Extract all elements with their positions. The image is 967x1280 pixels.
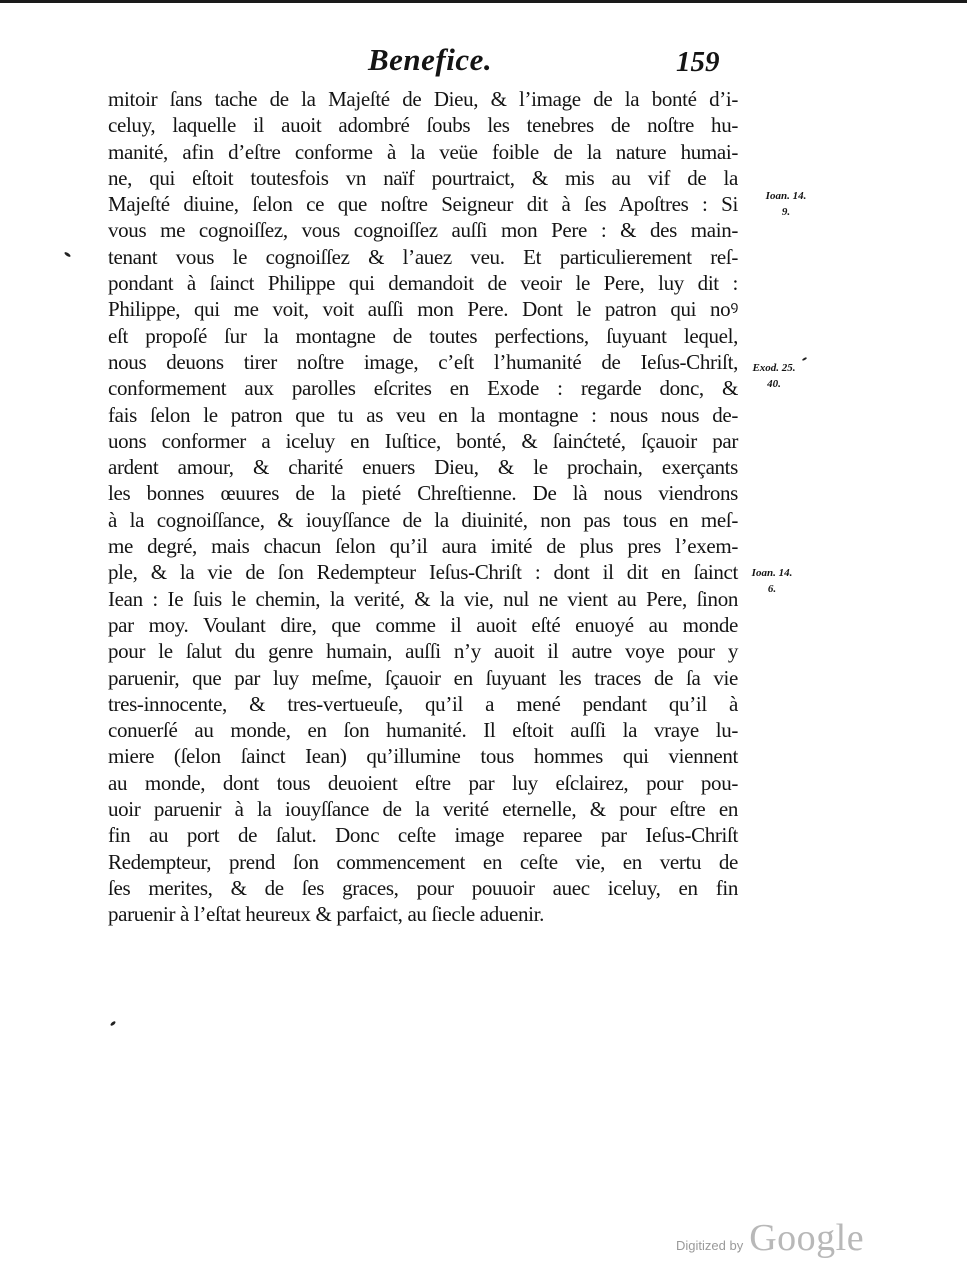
text-line: uoir paruenir à la iouyſſance de la verité eternelle, & pour eſtre en <box>108 797 738 822</box>
text-line: me degré, mais chacun ſelon qu’il aura imité de plus pres l’exem- <box>108 534 738 559</box>
digitized-by-label: Digitized by <box>676 1238 744 1253</box>
margin-note-verse: 40. <box>767 378 781 390</box>
ink-speck <box>110 1020 117 1026</box>
text-line: conformement aux parolles eſcrites en Exode : regarde donc, & <box>108 376 738 401</box>
text-line: à la cognoiſſance, & iouyſſance de la diuinité, non pas tous en meſ- <box>108 507 738 532</box>
text-line: les bonnes œuures de la pieté Chreſtienne. De là nous viendrons <box>108 481 738 506</box>
text-line: tenant vous le cognoiſſez & l’auez veu. Et particulierement reſ- <box>108 244 738 269</box>
margin-note-ref: Ioan. 14. <box>765 190 807 202</box>
text-line: celuy, laquelle il auoit adombré ſoubs les tenebres de noſtre hu- <box>108 113 738 138</box>
text-line: ple, & la vie de ſon Redempteur Ieſus-Chriſt : dont il dit en ſainct <box>108 560 738 585</box>
margin-note-ioan-14-9 <box>754 188 818 220</box>
text-line: vous me cognoiſſez, vous cognoiſſez auſſi mon Pere : & des main- <box>108 218 738 243</box>
text-line: manité, afin d’eſtre conforme à la veüe foible de la nature humai- <box>108 139 738 164</box>
text-line: par moy. Voulant dire, que comme il auoit eſté enuoyé au monde <box>108 612 738 637</box>
text-line: pondant à ſainct Philippe qui demandoit de veoir le Pere, luy dit : <box>108 271 738 296</box>
text-line: ardent amour, & charité enuers Dieu, & le prochain, exerçants <box>108 455 738 480</box>
margin-note-exod-25-40 <box>742 360 806 392</box>
text-line: pour le ſalut du genre humain, auſſi n’y auoit il autre voye pour y <box>108 639 738 664</box>
text-line: nous deuons tirer noſtre image, c’eſt l’humanité de Ieſus-Chriſt, <box>108 349 738 374</box>
text-line: Iean : Ie ſuis le chemin, la verité, & la vie, nul ne vient au Pere, ſinon <box>108 586 738 611</box>
top-edge-rule <box>0 0 967 12</box>
margin-note-ioan-14-6 <box>740 565 804 597</box>
margin-note-verse: 6. <box>767 583 777 595</box>
text-line: Redempteur, prend ſon commencement en ceſte vie, en vertu de <box>108 849 738 874</box>
text-line: au monde, dont tous deuoient eſtre par luy eſclairez, pour pou- <box>108 770 738 795</box>
margin-note-ref: Ioan. 14. <box>751 567 793 579</box>
text-line: eſt propoſé ſur la montagne de toutes perfections, ſuyuant lequel, <box>108 323 738 348</box>
text-line: miere (ſelon ſainct Iean) qu’illumine tous hommes qui viennent <box>108 744 738 769</box>
text-line: fin au port de ſalut. Donc ceſte image reparee par Ieſus-Chriſt <box>108 823 738 848</box>
digitized-by-watermark <box>676 1216 864 1260</box>
ink-speck <box>64 251 71 257</box>
margin-note-verse: 9. <box>781 206 791 218</box>
page-number: 159 <box>676 46 720 78</box>
text-line: fais ſelon le patron que tu as veu en la montagne : nous nous de- <box>108 402 738 427</box>
text-line: Philippe, qui me voit, voit auſſi mon Pere. Dont le patron qui noꝰ <box>108 297 738 322</box>
text-line: tres-innocente, & tres-vertueuſe, qu’il a mené pendant qu’il à <box>108 691 738 716</box>
google-logo: Google <box>749 1217 865 1259</box>
margin-note-ref: Exod. 25. <box>752 362 796 374</box>
running-head: Benefice. <box>368 42 493 77</box>
text-line: paruenir, que par luy meſme, ſçauoir en ſuyuant les traces de ſa vie <box>108 665 738 690</box>
text-line-last: paruenir à l’eſtat heureux & parfaict, au ſiecle aduenir. <box>108 902 544 927</box>
text-line: conuerſé au monde, en ſon humanité. Il eſtoit auſſi la vraye lu- <box>108 718 738 743</box>
text-line: ne, qui eſtoit toutesfois vn naïf pourtraict, & mis au vif de la <box>108 165 738 190</box>
text-line: Majeſté diuine, ſelon ce que noſtre Seigneur dit à ſes Apoſtres : Si <box>108 192 738 217</box>
text-line: uons conformer a iceluy en Iuſtice, bonté, & ſainćteté, ſçauoir par <box>108 428 738 453</box>
text-line: ſes merites, & de ſes graces, pour pouuoir auec iceluy, en fin <box>108 875 738 900</box>
text-line: mitoir ſans tache de la Majeſté de Dieu, & l’image de la bonté d’i- <box>108 87 738 111</box>
body-text <box>108 86 738 928</box>
